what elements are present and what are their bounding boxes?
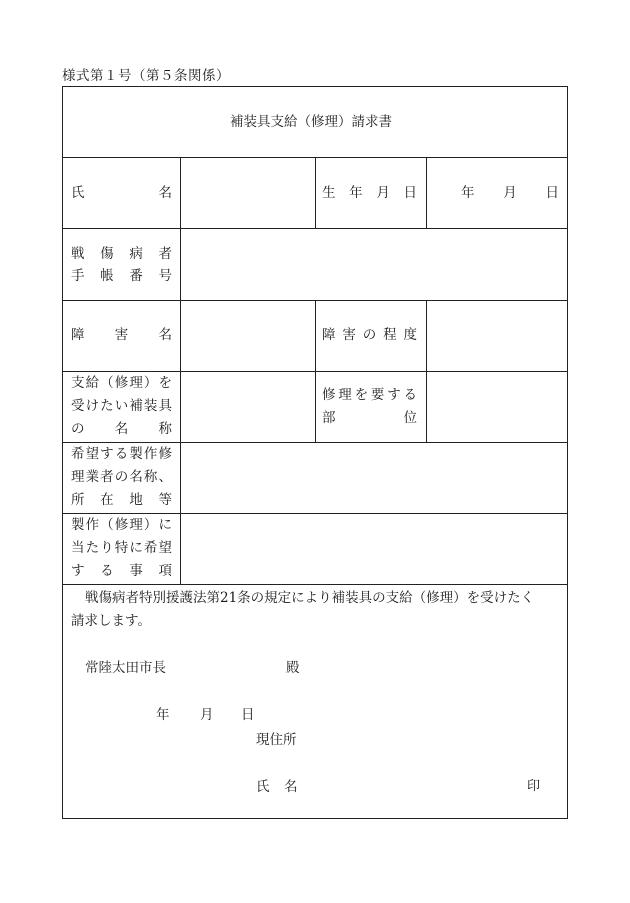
label-char: 者	[158, 246, 172, 262]
row-divider	[63, 228, 567, 229]
label-char: す	[387, 387, 401, 403]
label-char: 害	[114, 327, 129, 343]
label-char: 補	[129, 398, 143, 414]
column-divider	[315, 157, 316, 228]
label-char: 日	[545, 185, 559, 201]
label-char: 業	[85, 469, 100, 485]
column-divider	[315, 300, 316, 442]
label-char: に	[129, 540, 143, 556]
label-char: （	[100, 375, 114, 391]
notes-label-line1	[71, 519, 172, 533]
label-char: 病	[129, 246, 143, 262]
label-char: 修	[114, 517, 129, 533]
label-char: の	[71, 421, 85, 437]
label-char: 希	[143, 540, 158, 556]
label-char: 害	[342, 327, 356, 343]
label-char: 戦	[71, 246, 85, 262]
birth-date-label	[322, 187, 417, 201]
date-year: 年	[156, 707, 170, 723]
column-divider	[426, 157, 427, 228]
label-char: 障	[322, 327, 336, 343]
label-char: 程	[383, 327, 397, 343]
label-char: る	[403, 387, 417, 403]
label-char: 要	[370, 387, 385, 403]
label-char: 理	[71, 469, 85, 485]
label-char: 氏	[71, 185, 85, 201]
label-char: る	[100, 563, 114, 579]
label-char: 称	[143, 469, 158, 485]
label-char: 名	[158, 185, 172, 201]
label-char: 称	[158, 421, 172, 437]
label-char: 部	[322, 410, 336, 426]
label-char: の	[114, 469, 129, 485]
label-char: 希	[71, 446, 85, 462]
row-divider	[63, 513, 567, 514]
label-char: （	[100, 517, 114, 533]
label-char: 生	[322, 185, 336, 201]
label-char: た	[100, 398, 114, 414]
label-char: 項	[158, 563, 172, 579]
device-label-line3	[71, 423, 172, 437]
label-char: 日	[403, 185, 417, 201]
form-number-caption: 様式第１号（第５条関係）	[62, 68, 230, 84]
device-label-line1	[71, 377, 172, 391]
label-char: 、	[158, 469, 172, 485]
label-char: 修	[322, 387, 336, 403]
label-char: に	[158, 517, 172, 533]
row-divider	[63, 584, 567, 585]
signer-label-second: 名	[284, 779, 298, 795]
label-char: 名	[158, 327, 172, 343]
label-char: 所	[71, 492, 85, 508]
label-char: 度	[403, 327, 417, 343]
disability-label	[71, 329, 172, 343]
label-char: 製	[129, 446, 143, 462]
maker-label-line3	[71, 494, 172, 508]
address-label: 現住所	[256, 732, 297, 748]
label-char: 給	[85, 375, 100, 391]
column-divider	[180, 157, 181, 584]
repair-part-label-line1	[322, 389, 417, 403]
label-char: 番	[129, 268, 143, 284]
date-month: 月	[200, 707, 214, 723]
label-char: 等	[158, 492, 172, 508]
label-char: 名	[114, 421, 129, 437]
label-char: 障	[71, 327, 85, 343]
label-char: 装	[143, 398, 158, 414]
label-char: 名	[129, 469, 143, 485]
label-char: す	[100, 446, 114, 462]
label-char: 当	[71, 540, 85, 556]
device-label-line2	[71, 400, 172, 414]
label-char: 号	[158, 268, 172, 284]
label-char: 作	[85, 517, 100, 533]
label-char: 年	[461, 185, 475, 201]
birth-date-value[interactable]	[461, 187, 559, 201]
label-char: 支	[71, 375, 85, 391]
label-char: 修	[158, 446, 172, 462]
maker-label-line1	[71, 448, 172, 462]
label-char: 月	[503, 185, 517, 201]
addressee: 常陸太田市長	[85, 660, 166, 676]
label-char: を	[158, 375, 172, 391]
label-char: を	[354, 387, 369, 403]
column-divider	[426, 300, 427, 442]
declaration-line1: 戦傷病者特別援護法第21条の規定により補装具の支給（修理）を受けたく	[85, 590, 535, 606]
maker-label-line2	[71, 471, 172, 485]
seal-mark: 印	[527, 779, 541, 794]
signer-label-first: 氏	[256, 779, 270, 795]
request-form	[62, 86, 568, 819]
label-char: る	[114, 446, 129, 462]
label-char: ）	[143, 517, 158, 533]
notes-label-line3	[71, 565, 172, 579]
label-char: い	[114, 398, 129, 414]
repair-part-label-line2	[322, 412, 417, 426]
label-char: 帳	[100, 268, 114, 284]
label-char: の	[362, 327, 377, 343]
label-char: 地	[129, 492, 143, 508]
label-char: 年	[349, 185, 363, 201]
label-char: 位	[403, 410, 417, 426]
label-char: 受	[71, 398, 85, 414]
label-char: た	[85, 540, 100, 556]
label-char: 傷	[100, 246, 114, 262]
label-char: 製	[71, 517, 85, 533]
label-char: け	[85, 398, 100, 414]
label-char: 望	[85, 446, 100, 462]
label-char: 月	[376, 185, 390, 201]
name-label	[71, 187, 172, 201]
label-char: 手	[71, 268, 85, 284]
notes-label-line2	[71, 542, 172, 556]
label-char: 理	[129, 375, 143, 391]
label-char: す	[71, 563, 85, 579]
disability-degree-label	[322, 329, 417, 343]
row-divider	[63, 442, 567, 443]
label-char: 事	[129, 563, 143, 579]
label-char: ）	[143, 375, 158, 391]
declaration-line2: 請求します。	[71, 613, 151, 629]
label-char: 者	[100, 469, 114, 485]
honorific: 殿	[286, 660, 300, 676]
date-day: 日	[241, 707, 255, 723]
name-value[interactable]	[188, 187, 308, 201]
handbook-label-line1	[71, 248, 172, 262]
label-char: り	[100, 540, 114, 556]
form-title: 補装具支給（修理）請求書	[230, 114, 392, 130]
label-char: 作	[143, 446, 158, 462]
label-char: 具	[158, 398, 172, 414]
label-char: 修	[114, 375, 129, 391]
label-char: 在	[100, 492, 114, 508]
label-char: 望	[158, 540, 172, 556]
label-char: 理	[129, 517, 143, 533]
label-char: 特	[114, 540, 129, 556]
label-char: 理	[338, 387, 352, 403]
handbook-label-line2	[71, 270, 172, 284]
